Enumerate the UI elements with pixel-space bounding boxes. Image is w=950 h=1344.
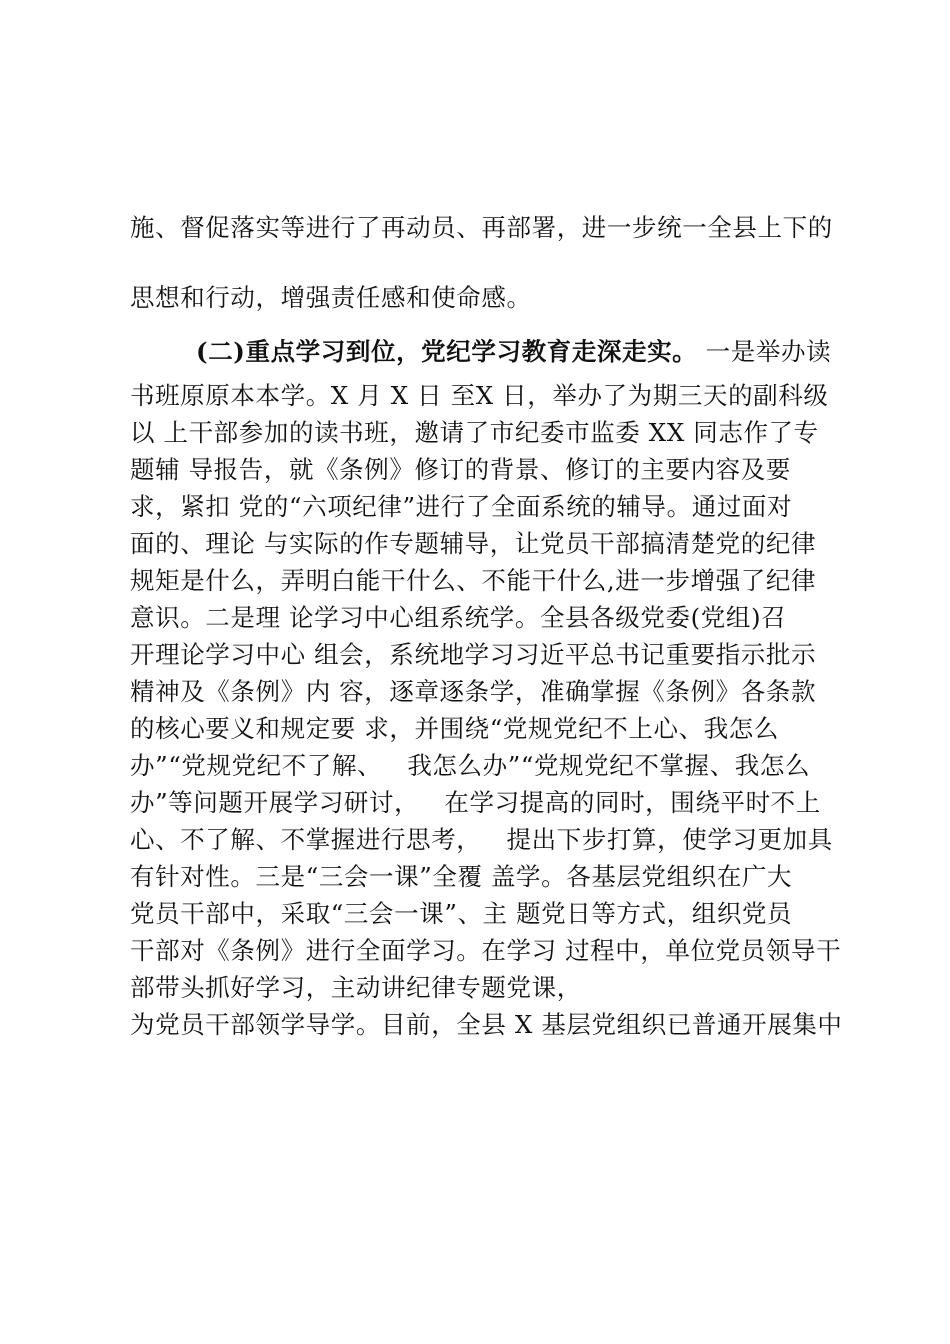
paragraph-line: 办”“党规党纪不了解、 我怎么办”“党规党纪不掌握、我怎么 <box>130 751 811 780</box>
paragraph-line: 干部对《条例》进行全面学习。在学习 过程中，单位党员领导干 <box>130 936 842 965</box>
paragraph-line: 以 上干部参加的读书班，邀请了市纪委市监委 XX 同志作了专 <box>130 418 819 447</box>
paragraph-line: 开理论学习中心 组会，系统地学习习近平总书记重要指示批示 <box>130 640 817 669</box>
paragraph-line: 的核心要义和规定要 求，并围绕“党规党纪不上心、我怎么 <box>130 714 780 743</box>
paragraph-line: 施、督促落实等进行了再动员、再部署，进一步统一全县上下的 <box>130 213 833 242</box>
section-heading-line <box>196 337 856 367</box>
paragraph-line: 面的、理论 与实际的作专题辅导，让党员干部搞清楚党的纪律 <box>130 529 817 558</box>
paragraph-line: 题辅 导报告，就《条例》修订的背景、修订的主要内容及要 <box>130 455 791 484</box>
paragraph-line: 书班原原本本学。X 月 X 日 至X 日，举办了为期三天的副科级 <box>130 381 829 410</box>
paragraph-line: 意识。二是理 论学习中心组系统学。全县各级党委(党组)召 <box>130 603 787 632</box>
paragraph-line: 精神及《条例》内 容，逐章逐条学，准确掌握《条例》各条款 <box>130 677 817 706</box>
paragraph-line: 党员干部中，采取“三会一课”、主 题党日等方式，组织党员 <box>130 899 793 928</box>
section-heading: (二)重点学习到位，党纪学习教育走深走实。 <box>196 337 698 366</box>
paragraph-line: 部带头抓好学习，主动讲纪律专题党课， <box>130 973 582 1002</box>
paragraph-line: 思想和行动，增强责任感和使命感。 <box>130 283 532 312</box>
paragraph-line: 规矩是什么，弄明白能干什么、不能干什么,进一步增强了纪律 <box>130 566 817 595</box>
paragraph-line: 求，紧扣 党的“六项纪律”进行了全面系统的辅导。通过面对 <box>130 492 793 521</box>
section-heading-tail: 一是举办读 <box>697 337 832 366</box>
paragraph-line: 有针对性。三是“三会一课”全覆 盖学。各基层党组织在广大 <box>130 862 793 891</box>
paragraph-line: 办”等问题开展学习研讨， 在学习提高的同时，围绕平时不上 <box>130 788 821 817</box>
paragraph-line: 心、不了解、不掌握进行思考， 提出下步打算，使学习更加具 <box>130 825 833 854</box>
paragraph-line: 为党员干部领学导学。目前，全县 X 基层党组织已普通开展集中 <box>130 1010 843 1039</box>
